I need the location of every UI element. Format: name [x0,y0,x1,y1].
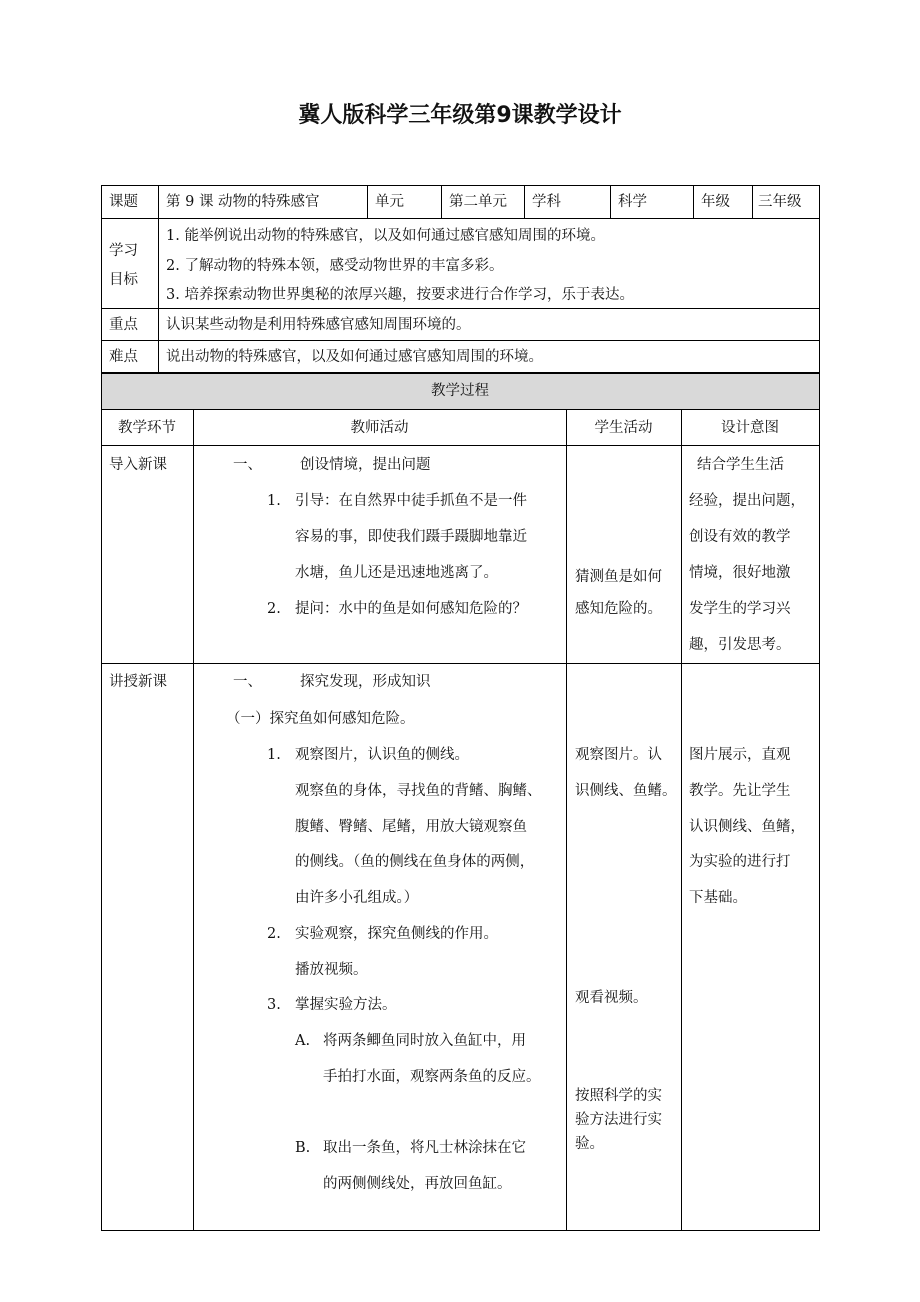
student-text: 验方法进行实 [575,1112,662,1128]
intent-text: 下基础。 [689,890,747,906]
student-text: 猜测鱼是如何 [575,569,662,585]
teacher-text: 观察鱼的身体，寻找鱼的背鳍、胸鳍、 [295,783,542,799]
table-border [524,185,525,218]
table-border [101,218,820,219]
table-border [101,445,820,446]
teacher-text: 的两侧侧线处，再放回鱼缸。 [323,1176,512,1192]
grade-value: 三年级 [758,194,802,210]
teacher-text: 一、 [233,674,262,690]
teacher-text: 腹鳍、臀鳍、尾鳍，用放大镜观察鱼 [295,819,527,835]
teacher-text: 1. [267,747,281,763]
table-border [367,185,368,218]
teacher-text: 掌握实验方法。 [295,997,397,1013]
header-teacher: 教师活动 [350,420,409,436]
document-title: 冀人版科学三年级第9课教学设计 [298,103,622,128]
table-border [441,185,442,218]
unit-value: 第二单元 [449,194,507,210]
key-label: 重点 [109,317,138,333]
student-text: 识侧线、鱼鳍。 [575,783,677,799]
teacher-text: 创设情境，提出问题 [300,457,431,473]
table-border [101,1230,820,1231]
unit-label: 单元 [375,194,404,210]
teacher-text: 将两条鲫鱼同时放入鱼缸中，用 [323,1033,526,1049]
intent-text: 创设有效的教学 [689,529,791,545]
table-border [101,409,820,410]
teacher-text: 容易的事，即使我们蹑手蹑脚地靠近 [295,529,527,545]
teacher-text: 3. [267,997,281,1013]
table-border [101,185,820,186]
stage-label: 讲授新课 [109,674,167,690]
teacher-text: 一、 [233,457,262,473]
intent-text: 为实验的进行打 [689,854,791,870]
table-border [693,185,694,218]
table-border [101,663,820,664]
intent-text: 趣，引发思考。 [689,637,791,653]
header-intent: 设计意图 [721,420,779,436]
goals-label: 学习 [109,243,138,259]
topic-value: 第 9 课 动物的特殊感官 [166,194,320,210]
teacher-text: 2. [267,601,281,617]
teacher-text: 1. [267,493,281,509]
table-border [819,185,820,1231]
teacher-text: （一）探究鱼如何感知危险。 [226,711,415,727]
table-border [566,409,567,1231]
teacher-text: B. [295,1140,311,1156]
table-border [681,409,682,1231]
teacher-text: 观察图片，认识鱼的侧线。 [295,747,469,763]
student-text: 按照科学的实 [575,1088,662,1104]
table-border [101,185,102,1231]
header-student: 学生活动 [594,420,653,436]
student-text: 观察图片。认 [575,747,662,763]
intent-text: 图片展示，直观 [689,747,791,763]
topic-label: 课题 [109,194,138,210]
teacher-text: 实验观察，探究鱼侧线的作用。 [295,926,498,942]
student-text: 观看视频。 [575,990,648,1006]
key-text: 认识某些动物是利用特殊感官感知周围环境的。 [166,317,471,333]
goals-label: 目标 [109,272,138,288]
process-title: 教学过程 [431,383,489,399]
table-border [101,372,820,374]
table-border [610,185,611,218]
intent-text: 结合学生生活 [697,457,784,473]
teacher-text: 的侧线。（鱼的侧线在鱼身体的两侧， [295,854,535,870]
subject-value: 科学 [618,194,647,210]
goal-item: 1. 能举例说出动物的特殊感官，以及如何通过感官感知周围的环境。 [166,228,605,244]
intent-text: 认识侧线、鱼鳍， [689,819,805,835]
intent-text: 经验，提出问题， [689,493,805,509]
grade-label: 年级 [701,194,730,210]
goal-item: 3. 培养探索动物世界奥秘的浓厚兴趣，按要求进行合作学习，乐于表达。 [166,287,634,303]
intent-text: 发学生的学习兴 [689,601,791,617]
difficulty-label: 难点 [109,349,138,365]
table-border [193,409,194,1231]
teacher-text: A. [295,1033,311,1049]
subject-label: 学科 [532,194,561,210]
teacher-text: 引导：在自然界中徒手抓鱼不是一件 [295,493,527,509]
header-stage: 教学环节 [118,420,176,436]
stage-label: 导入新课 [109,457,167,473]
teacher-text: 播放视频。 [295,962,368,978]
table-border [101,340,820,341]
difficulty-text: 说出动物的特殊感官，以及如何通过感官感知周围的环境。 [166,349,543,365]
teacher-text: 由许多小孔组成。） [295,890,419,906]
intent-text: 教学。先让学生 [689,783,791,799]
teacher-text: 水塘，鱼儿还是迅速地逃离了。 [295,565,498,581]
intent-text: 情境，很好地激 [689,565,791,581]
teacher-text: 取出一条鱼，将凡士林涂抹在它 [323,1140,526,1156]
student-text: 验。 [575,1136,604,1152]
table-border [752,185,753,218]
teacher-text: 探究发现，形成知识 [300,674,431,690]
teacher-text: 2. [267,926,281,942]
student-text: 感知危险的。 [575,601,662,617]
teacher-text: 提问：水中的鱼是如何感知危险的？ [295,601,527,617]
table-border [158,185,159,372]
table-border [101,308,820,309]
goal-item: 2. 了解动物的特殊本领，感受动物世界的丰富多彩。 [166,258,504,274]
teacher-text: 手拍打水面，观察两条鱼的反应。 [323,1069,541,1085]
